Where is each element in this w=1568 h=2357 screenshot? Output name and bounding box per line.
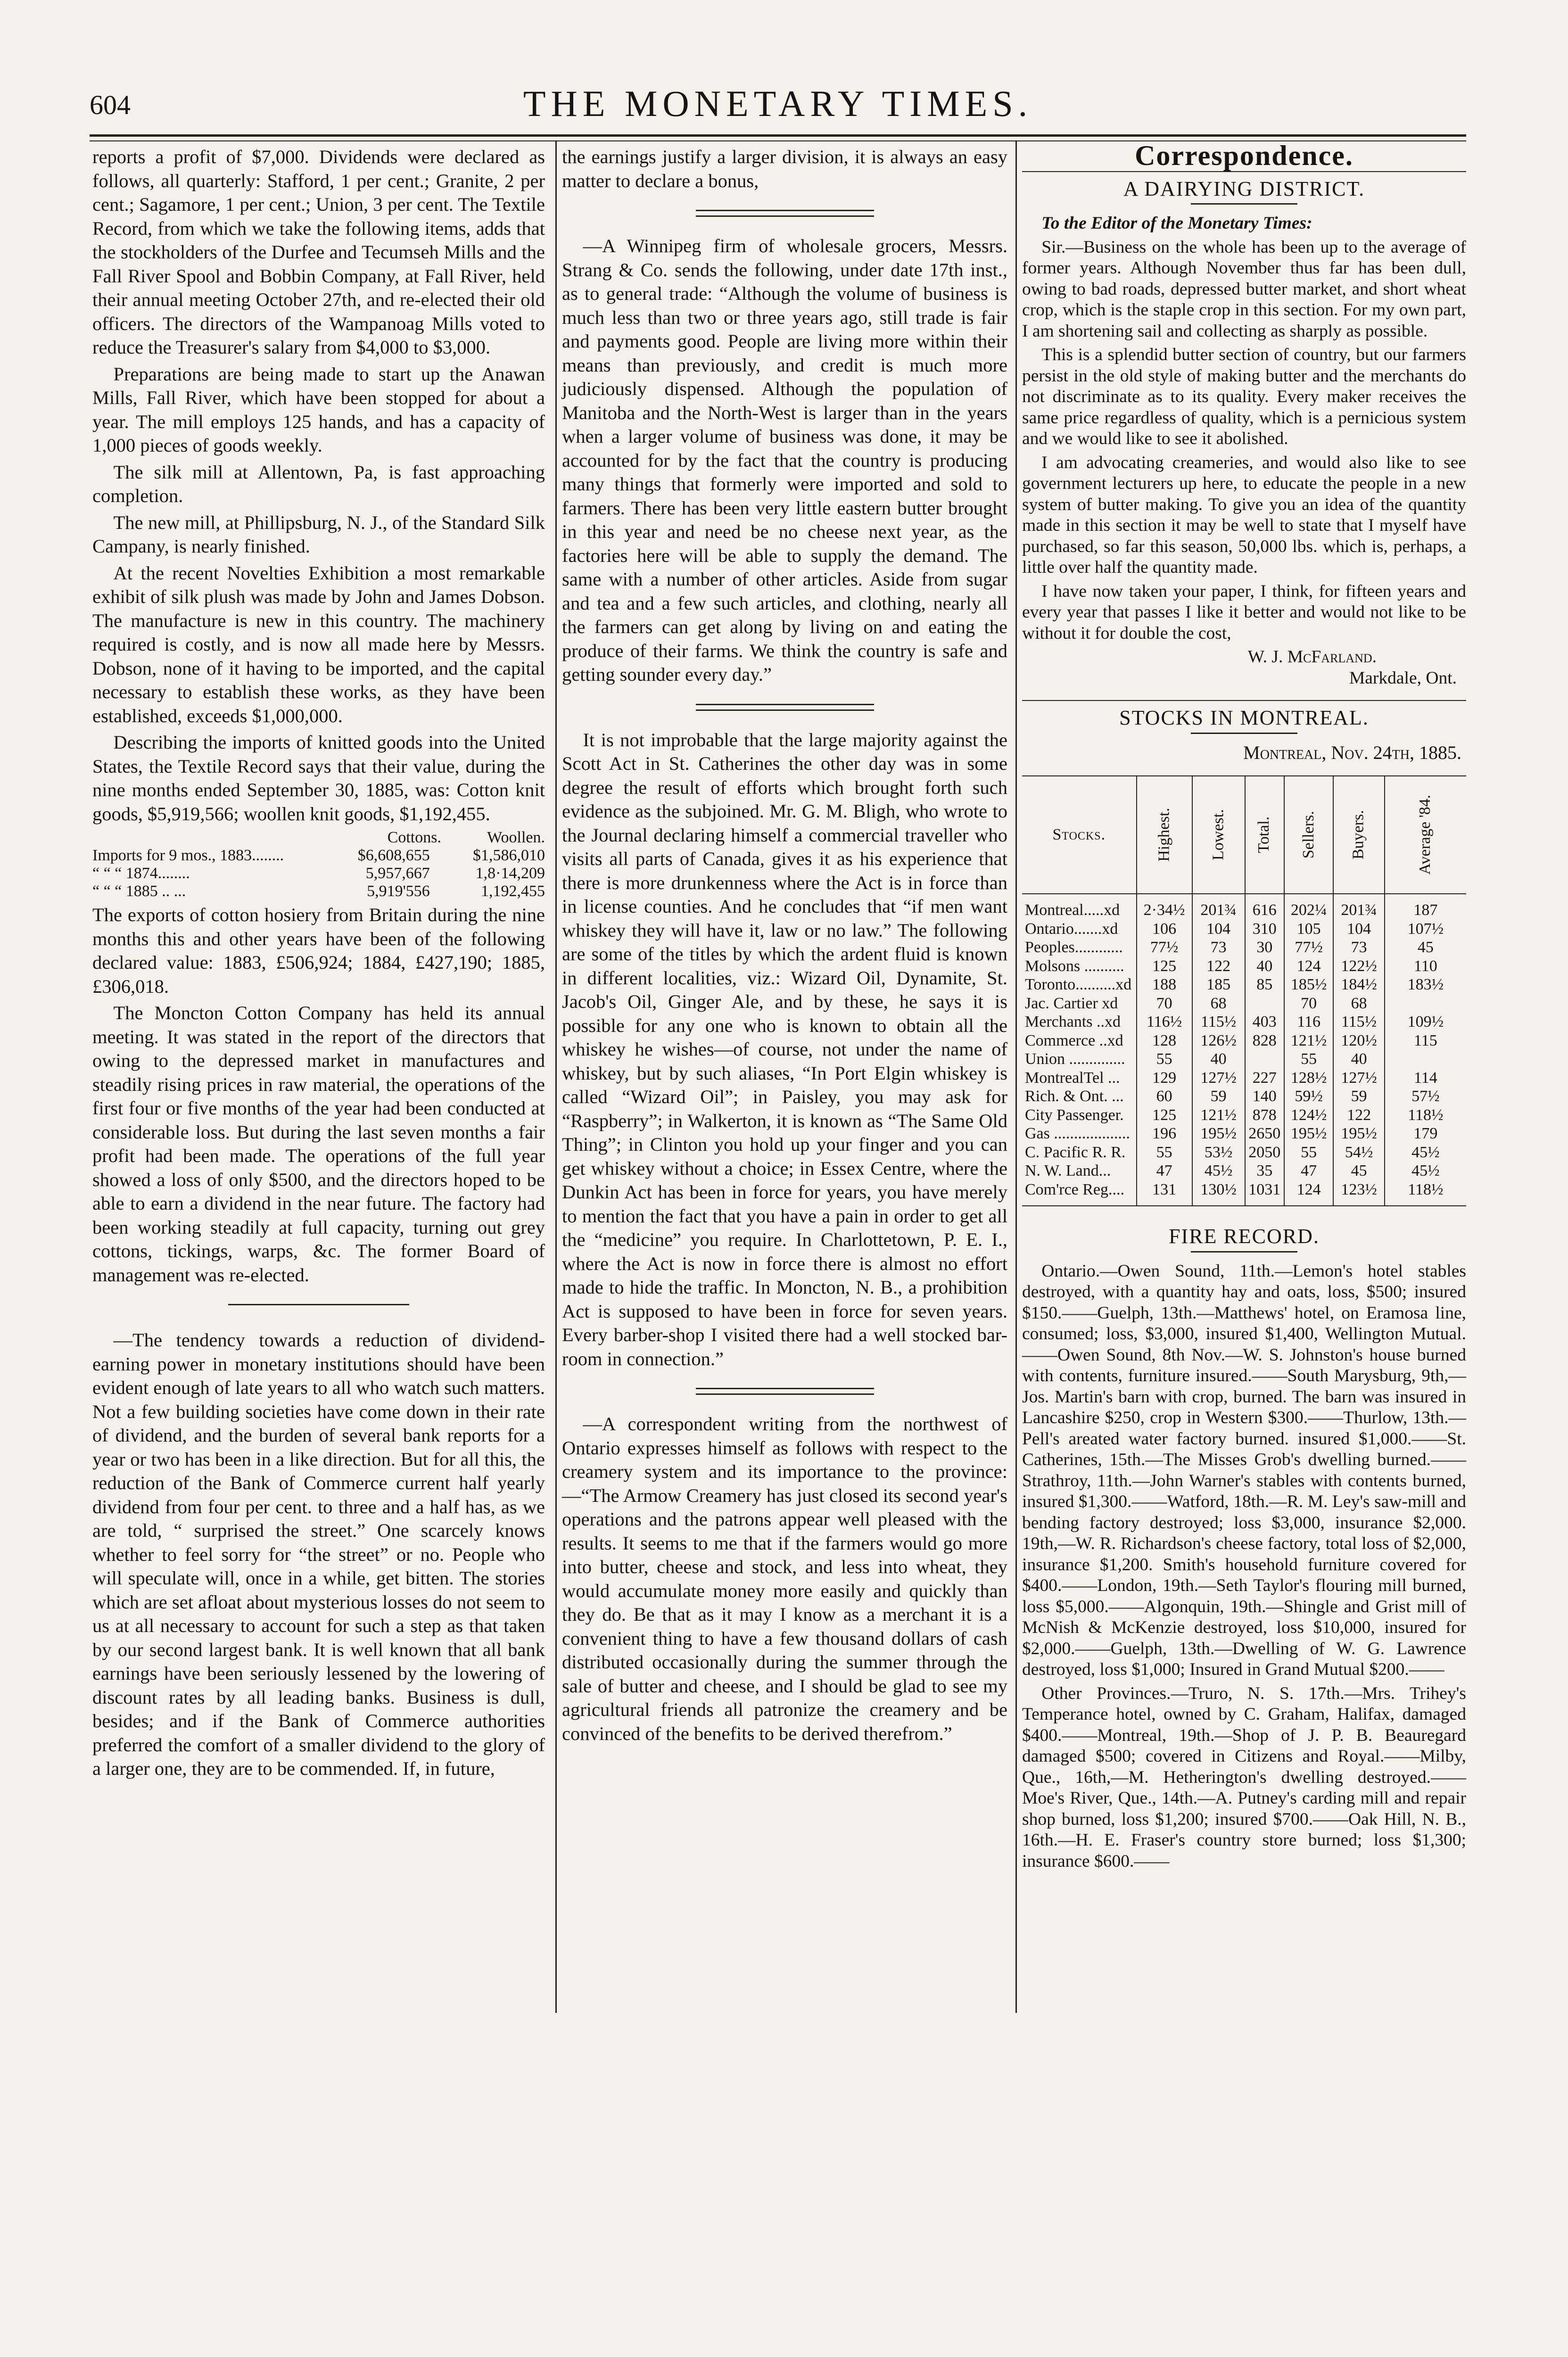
letter-place: Markdale, Ont. (1349, 668, 1457, 688)
article-paragraph: The exports of cotton hosiery from Britain during the nine months this and other years have been of the following declared value: 1883, £506,924; 1884, £427,190; 1885, £306,018. (92, 904, 545, 997)
stock-value: 185½ (1284, 975, 1334, 994)
stock-value: 118½ (1385, 1180, 1466, 1206)
stock-value: 195½ (1284, 1124, 1334, 1143)
stock-value: 45½ (1385, 1162, 1466, 1180)
stocks-row (1022, 894, 1466, 920)
letter-paragraph: This is a splendid butter section of country, but our farmers persist in the old style of making butter and the merchants do not discriminate as to its quality. Every maker receives the same price regardless of quality, which is a pernicious system and we would like to see it abolished. (1022, 345, 1466, 448)
stocks-header-label: Buyers. (1350, 810, 1368, 860)
stock-value: 130½ (1192, 1180, 1245, 1206)
stock-value: 57½ (1385, 1087, 1466, 1106)
stocks-row (1022, 1069, 1466, 1088)
stock-value: 30 (1245, 938, 1284, 957)
stock-value: 126½ (1192, 1031, 1245, 1050)
article-paragraph: The new mill, at Phillipsburg, N. J., of the Standard Silk Campany, is nearly finished. (92, 511, 545, 557)
stock-value: 128 (1137, 1031, 1192, 1050)
imports-cottons: $6,608,655 (357, 847, 430, 864)
stock-value: 59½ (1284, 1087, 1334, 1106)
stock-name: Merchants ..xd (1025, 1013, 1121, 1030)
article-paragraph: —A correspondent writing from the northwest of Ontario expresses himself as follows with respect to the creamery system and its importance to the province:—“The Armow Creamery has just closed its second year's operations and the patrons appear well pleased with the results. It seems to me that if the farmers would go more into butter, cheese and stock, and less into wheat, they would accumulate money more easily and quickly than they do. Be that as it may I know as a merchant it is a convenient thing to have a few thousand dollars of cash distributed occasionally during the summer through the sale of butter and cheese, and I should be glad to see my agricultural friends all patronize the creamery and be convinced of the benefits to be derived therefrom.” (562, 1413, 1007, 1744)
fire-record-title: FIRE RECORD. (1169, 1225, 1320, 1248)
stocks-row (1022, 938, 1466, 957)
stocks-header-label: Total. (1254, 816, 1272, 853)
imports-cottons: 5,919'556 (367, 882, 430, 900)
article-paragraph: Preparations are being made to start up the Anawan Mills, Fall River, which have been stopped for about a year. The mill employs 125 hands, and has a capacity of 1,000 pieces of goods weekly. (92, 363, 545, 456)
stock-value: 128½ (1284, 1069, 1334, 1088)
correspondence-heading: Correspondence. (1135, 140, 1353, 171)
stocks-header-label: Average '84. (1416, 795, 1434, 875)
article-paragraph: At the recent Novelties Exhibition a most remarkable exhibit of silk plush was made by John and James Dobson. The manufacture is new in this country. The machinery required is costly, and is now all made here by Messrs. Dobson, none of it having to be imported, and the capital necessary to establish these works, as they have been established, exceeds $1,000,000. (92, 562, 545, 726)
stocks-row (1022, 1180, 1466, 1206)
letter-paragraph: I am advocating creameries, and would also like to see government lecturers up here, to educate the people in a new system of butter making. To give you an idea of the quantity made in this section it may be well to state that I myself have purchased, so far this season, 50,000 lbs. which is, perhaps, a little over half the quantity made. (1022, 453, 1466, 577)
stock-value: 40 (1333, 1050, 1384, 1069)
stock-value: 196 (1137, 1124, 1192, 1143)
section-rule (1022, 700, 1466, 701)
stock-value: 878 (1245, 1106, 1284, 1125)
stock-value: 59 (1333, 1087, 1384, 1106)
stock-name: N. W. Land... (1025, 1162, 1111, 1179)
stock-value: 140 (1245, 1087, 1284, 1106)
stocks-header-label: Highest. (1155, 808, 1172, 862)
fire-record-ontario: Ontario.—Owen Sound, 11th.—Lemon's hotel stables destroyed, with a quantity hay and oats, loss, $500; insured $150.——Guelph, 13th.—Matthews' hotel, on Eramosa line, consumed; loss, $3,000, insured $1,400, Wellington Mutual.——Owen Sound, 8th Nov.—W. S. Johnston's house burned with contents, furniture insured.——South Marysburg, 9th,—Jos. Martin's barn with crop, burned. The barn was insured in Lancashire $250, crop in Western $300.——Thurlow, 13th.—Pell's areated water factory burned. insured $1,000.——St. Catherines, 15th.—The Misses Grob's dwelling burned.——Strathroy, 11th.—John Warner's stables with contents burned, insured $1,300.——Watford, 18th.—R. M. Ley's saw-mill and bending factory destroyed; loss $3,000, insurance $2,000. 19th,—W. R. Richardson's cheese factory, total loss of $2,000, insurance $1,200. Smith's household furniture covered for $400.——London, 19th.—Seth Taylor's flouring mill burned, loss $5,000.——Algonquin, 19th.—Shingle and Grist mill of McNish & McKenzie destroyed, loss $10,000, insured for $2,000.——Guelph, 13th.—Dwelling of W. G. Lawrence destroyed, loss $1,000; Insured in Grand Mutual $200.—— (1022, 1261, 1466, 1679)
masthead-title: THE MONETARY TIMES. (523, 83, 1033, 124)
stock-value: 120½ (1333, 1031, 1384, 1050)
stock-value: 73 (1333, 938, 1384, 957)
stock-value: 183½ (1385, 975, 1466, 994)
stock-value: 68 (1333, 994, 1384, 1013)
stock-value: 227 (1245, 1069, 1284, 1088)
stock-value: 184½ (1333, 975, 1384, 994)
stocks-row (1022, 1143, 1466, 1162)
stock-value: 131 (1137, 1180, 1192, 1206)
stock-value: 45½ (1385, 1143, 1466, 1162)
article-paragraph: The silk mill at Allentown, Pa, is fast approaching completion. (92, 461, 545, 506)
stock-value: 104 (1192, 920, 1245, 939)
stock-value (1385, 994, 1466, 1013)
stock-value: 129 (1137, 1069, 1192, 1088)
stock-name: Montreal.....xd (1025, 901, 1120, 919)
stock-value: 121½ (1284, 1031, 1334, 1050)
stock-value: 45 (1385, 938, 1466, 957)
stock-value: 59 (1192, 1087, 1245, 1106)
article-paragraph: —The tendency towards a reduction of dividend-earning power in monetary institutions should have been evident enough of late years to all who watch such matters. Not a few building societies have come down in their rate of dividend, and the burden of several bank reports for a year or two has been in a like direction. But for all this, the reduction of the Bank of Commerce current half yearly dividend from four per cent. to three and a half has, as we are told, “ surprised the street.” One scarcely knows whether to feel sorry for “the street” or no. People who will speculate will, once in a while, get bitten. The stories which are set afloat about mysterious losses do not seem to us at all necessary to account for such a step as that taken by our second largest bank. It is well known that all bank earnings have been seriously lessened by the lowering of discount rates by all leading banks. Business is dull, besides; and if the Bank of Commerce authorities preferred the comfort of a smaller dividend to the glory of a larger one, they are to be commended. If, in future, (92, 1329, 545, 1779)
imports-woollen: 1,8·14,209 (475, 865, 545, 882)
imports-row (92, 865, 545, 882)
stocks-col-header (1333, 776, 1384, 894)
stock-value: 828 (1245, 1031, 1284, 1050)
stock-value: 121½ (1192, 1106, 1245, 1125)
column-3 (1022, 141, 1466, 1875)
stock-value: 107½ (1385, 920, 1466, 939)
article-paragraph: The Moncton Cotton Company has held its annual meeting. It was stated in the report of the directors that owing to the depressed market in manufactures and steadily rising prices in raw material, the operations of the first four or five months of the year had been conducted at considerable loss. But during the last seven months a fair profit had been made. The operations of the full year showed a loss of only $500, and the directors hoped to be able to earn a dividend in the near future. The factory had been working steadily at full capacity, turning out grey cottons, tickings, warps, &c. The former Board of management was re-elected. (92, 1002, 545, 1286)
stock-value: 124 (1284, 1180, 1334, 1206)
stocks-row (1022, 994, 1466, 1013)
stocks-row (1022, 1031, 1466, 1050)
stock-name: Toronto..........xd (1025, 976, 1132, 993)
stock-name: Peoples............ (1025, 939, 1123, 956)
stock-value: 122½ (1333, 957, 1384, 976)
imports-label: “ “ “ 1885 .. ... (92, 882, 186, 900)
letter-title: A DAIRYING DISTRICT. (1123, 177, 1365, 200)
section-separator (562, 1374, 1007, 1412)
stock-value: 47 (1137, 1162, 1192, 1180)
stock-value: 106 (1137, 920, 1192, 939)
stocks-row (1022, 1124, 1466, 1143)
stocks-header-label: Lowest. (1209, 809, 1227, 861)
stock-name: MontrealTel ... (1025, 1069, 1120, 1087)
imports-label: Imports for 9 mos., 1883........ (92, 847, 284, 864)
stock-value: 47 (1284, 1162, 1334, 1180)
stock-value: 124 (1284, 957, 1334, 976)
stock-value: 310 (1245, 920, 1284, 939)
stocks-row (1022, 920, 1466, 939)
column-2 (562, 145, 1007, 1748)
stocks-title: STOCKS IN MONTREAL. (1119, 706, 1369, 729)
stock-value: 53½ (1192, 1143, 1245, 1162)
article-paragraph: Describing the imports of knitted goods into the United States, the Textile Record says that their value, during the nine months ended September 30, 1885, was: Cotton knit goods, $5,919,566; woollen knit goods, $1,192,455. (92, 732, 545, 824)
stock-value: 123½ (1333, 1180, 1384, 1206)
stock-value: 122 (1333, 1106, 1384, 1125)
stocks-row (1022, 1050, 1466, 1069)
stock-value: 185 (1192, 975, 1245, 994)
imports-head-woollen: Woollen. (487, 829, 545, 846)
stock-value (1245, 994, 1284, 1013)
stock-value: 127½ (1333, 1069, 1384, 1088)
stocks-dateline: Montreal, Nov. 24th, 1885. (1243, 742, 1461, 763)
article-paragraph: the earnings justify a larger division, it is always an easy matter to declare a bonus, (562, 146, 1007, 191)
stock-value (1385, 1050, 1466, 1069)
article-paragraph: reports a profit of $7,000. Dividends were declared as follows, all quarterly: Stafford, 1 per cent.; Granite, 2 per cent.; Sagamore, 1 per cent.; Union, 3 per cent. The Textile Record, from which we take the following items, adds that the stockholders of the Durfee and Tecumseh Mills and the Fall River Spool and Bobbin Company, at Fall River, held their annual meeting October 27th, and re-elected their old officers. The directors of the Wampanoag Mills voted to reduce the Treasurer's salary from $4,000 to $3,000. (92, 146, 545, 358)
stock-value: 54½ (1333, 1143, 1384, 1162)
stock-value: 118½ (1385, 1106, 1466, 1125)
stock-name: Gas ................... (1025, 1125, 1130, 1142)
stocks-header-row (1022, 776, 1466, 894)
imports-head-cottons: Cottons. (387, 829, 441, 846)
stocks-col-header-name: Stocks. (1022, 776, 1137, 894)
stock-value: 73 (1192, 938, 1245, 957)
fire-record-other: Other Provinces.—Truro, N. S. 17th.—Mrs. Trihey's Temperance hotel, owned by C. Graham, Halifax, damaged $400.——Montreal, 19th.—Shop of J. P. B. Beauregard damaged $500; covered in Citizens and Royal.——Milby, Que., 16th,—M. Hetherington's dwelling destroyed.——Moe's River, Que., 14th.—A. Putney's carding mill and repair shop burned, loss $1,200; insured $700.——Oak Hill, N. B., 16th.—H. E. Fraser's country store burned; loss $1,300; insurance $600.—— (1022, 1683, 1466, 1871)
letter-salutation: To the Editor of the Monetary Times: (1041, 214, 1312, 233)
stock-value: 45½ (1192, 1162, 1245, 1180)
imports-cottons: 5,957,667 (365, 865, 430, 882)
stock-value: 195½ (1333, 1124, 1384, 1143)
stock-value: 403 (1245, 1013, 1284, 1031)
column-rule-2 (1015, 141, 1017, 2013)
article-paragraph: —A Winnipeg firm of wholesale grocers, Messrs. Strang & Co. sends the following, under date 17th inst., as to general trade: “Although the volume of business is much less than two or three years ago, still trade is fair and payments good. People are living more within their means than previously, and credit is much more judiciously dispensed. Although the population of Manitoba and the North-West is larger than in the years when a larger volume of business was done, it may be accounted for by the fact that the country is producing many things that formerly were imported and sold to farmers. There has been very little eastern butter brought in this year and need be no cheese next year, as the factories here will be able to supply the demand. The same with a number of other articles. Aside from sugar and tea and a few such articles, and clothing, nearly all the farmers can get along by living on and eating the produce of their farms. We think the country is safe and getting sounder every day.” (562, 235, 1007, 685)
stock-value: 104 (1333, 920, 1384, 939)
stock-value: 122 (1192, 957, 1245, 976)
stock-value: 179 (1385, 1124, 1466, 1143)
stock-name: Rich. & Ont. ... (1025, 1088, 1124, 1105)
stock-name: Jac. Cartier xd (1025, 994, 1118, 1012)
stock-name: Molsons .......... (1025, 957, 1124, 975)
stock-value: 188 (1137, 975, 1192, 994)
stock-value: 115½ (1333, 1013, 1384, 1031)
stock-value: 85 (1245, 975, 1284, 994)
stock-value: 202¼ (1284, 894, 1334, 920)
stock-value: 201¾ (1192, 894, 1245, 920)
stock-value: 125 (1137, 957, 1192, 976)
stocks-row (1022, 957, 1466, 976)
stocks-body (1022, 894, 1466, 1206)
letter-paragraph: Sir.—Business on the whole has been up to the average of former years. Although November thus far has been dull, owing to bad roads, depressed butter market, and short wheat crop, which is the staple crop in this section. For my own part, I am shortening sail and collecting as sharply as possible. (1022, 237, 1466, 341)
stock-value: 35 (1245, 1162, 1284, 1180)
header-rule (90, 134, 1466, 137)
stock-value: 114 (1385, 1069, 1466, 1088)
stock-value: 77½ (1137, 938, 1192, 957)
section-separator (92, 1290, 545, 1328)
stock-name: Ontario.......xd (1025, 920, 1118, 938)
stock-value: 201¾ (1333, 894, 1384, 920)
title-rule (1191, 733, 1297, 734)
imports-woollen: 1,192,455 (480, 882, 545, 900)
stocks-row (1022, 1013, 1466, 1031)
stock-value: 70 (1284, 994, 1334, 1013)
title-rule (1191, 1251, 1297, 1253)
stock-value: 115½ (1192, 1013, 1245, 1031)
stocks-col-header (1192, 776, 1245, 894)
stocks-table (1022, 775, 1466, 1206)
stock-value: 55 (1284, 1050, 1334, 1069)
stock-value: 116 (1284, 1013, 1334, 1031)
stock-value: 40 (1245, 957, 1284, 976)
stocks-row (1022, 975, 1466, 994)
title-rule (1191, 203, 1297, 205)
stocks-col-header (1284, 776, 1334, 894)
stock-value: 2·34½ (1137, 894, 1192, 920)
imports-row (92, 847, 545, 865)
stock-value: 1031 (1245, 1180, 1284, 1206)
stock-name: Union .............. (1025, 1050, 1125, 1068)
imports-table (92, 829, 545, 900)
stock-value: 55 (1284, 1143, 1334, 1162)
section-separator (562, 196, 1007, 234)
stock-value: 77½ (1284, 938, 1334, 957)
letter-paragraph: I have now taken your paper, I think, for fifteen years and every year that passes I like it better and would not like to be without it for double the cost, (1022, 581, 1466, 643)
stock-value: 110 (1385, 957, 1466, 976)
stock-value: 55 (1137, 1050, 1192, 1069)
stock-value: 109½ (1385, 1013, 1466, 1031)
article-paragraph: It is not improbable that the large majority against the Scott Act in St. Catherines the other day was in some degree the result of efforts which brought forth such evidence as the subjoined. Mr. G. M. Bligh, who wrote to the Journal declaring himself a commercial traveller who visits all parts of Canada, gives it as his experience that there is more drunkenness where the Act is in force than in license counties. And he concludes that “if men want whiskey they will have it, law or no law.” The following are some of the titles by which the ardent fluid is known in different localities, viz.: Wizard Oil, Dynamite, St. Jacob's Oil, Ginger Ale, and by these, he says it is possible for any one who is known to obtain all the whiskey he wishes—of course, not under the name of whiskey, but by such aliases, “In Port Elgin whiskey is called “Wizard Oil”; in Paisley, you may ask for “Raspberry”; in Walkerton, it is known as “The Same Old Thing”; in Clinton you hold up your finger and you can get whiskey without a choice; in Essex Centre, where the Dunkin Act has been in force for years, you have merely to mention the fact that you have a pain in order to get all the “medicine” you require. In Charlottetown, P. E. I., where the Act is now in force there is almost no effort made to hide the traffic. In Moncton, N. B., a prohibition Act is supposed to have been in force for seven years. Every barber-shop I visited there had a well stocked bar-room in connection.” (562, 729, 1007, 1369)
stock-name: Com'rce Reg.... (1022, 1180, 1137, 1206)
imports-row (92, 882, 545, 900)
stocks-row (1022, 1162, 1466, 1180)
stock-value: 116½ (1137, 1013, 1192, 1031)
letter-signature: W. J. McFarland. (1247, 647, 1377, 667)
stock-value: 187 (1385, 894, 1466, 920)
stock-name: C. Pacific R. R. (1025, 1143, 1126, 1161)
section-separator (562, 690, 1007, 728)
stock-value: 616 (1245, 894, 1284, 920)
stock-value: 55 (1137, 1143, 1192, 1162)
imports-label: “ “ “ 1874........ (92, 865, 190, 882)
stock-value: 70 (1137, 994, 1192, 1013)
stock-value (1245, 1050, 1284, 1069)
stock-value: 68 (1192, 994, 1245, 1013)
imports-woollen: $1,586,010 (472, 847, 545, 864)
stock-value: 127½ (1192, 1069, 1245, 1088)
page-number: 604 (90, 90, 131, 120)
stock-value: 115 (1385, 1031, 1466, 1050)
stock-value: 2050 (1245, 1143, 1284, 1162)
column-1 (92, 145, 545, 1784)
stock-value: 45 (1333, 1162, 1384, 1180)
stock-value: 195½ (1192, 1124, 1245, 1143)
stocks-header-label: Sellers. (1299, 811, 1317, 859)
stock-name: City Passenger. (1025, 1106, 1124, 1124)
stock-value: 2650 (1245, 1124, 1284, 1143)
stock-value: 60 (1137, 1087, 1192, 1106)
stock-value: 40 (1192, 1050, 1245, 1069)
column-rule-1 (555, 141, 557, 2013)
stock-value: 124½ (1284, 1106, 1334, 1125)
page-header (90, 82, 1466, 134)
stock-name: Commerce ..xd (1025, 1031, 1123, 1049)
stocks-col-header (1245, 776, 1284, 894)
stocks-row (1022, 1087, 1466, 1106)
stock-value: 105 (1284, 920, 1334, 939)
stocks-row (1022, 1106, 1466, 1125)
stock-value: 125 (1137, 1106, 1192, 1125)
stocks-col-header (1385, 776, 1466, 894)
stocks-col-header (1137, 776, 1192, 894)
